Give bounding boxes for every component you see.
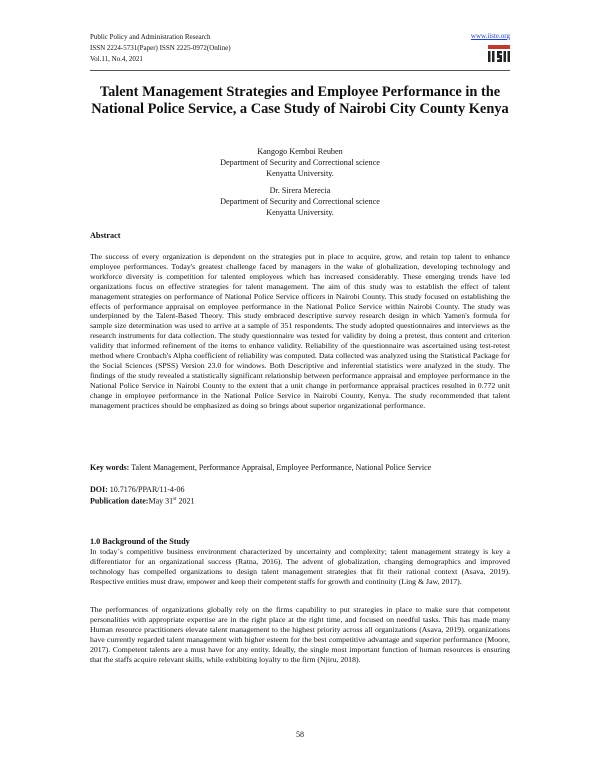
paper-title: Talent Management Strategies and Employee Performance in the National Police Service, a Case Study of Nairobi City County Kenya — [91, 84, 509, 117]
keywords — [90, 462, 510, 473]
publication-date-line — [90, 494, 194, 507]
keywords-label: Key words: — [90, 463, 130, 472]
abstract-text: The success of every organization is dependent on the strategies put in place to acquire, grow, and retain top talent to enhance employee performances. Today's greatest challenge faced by managers in the wake of globalization, developing technology and workforce diversity is competition for talented employees which has increased considerably. These emerging trends have led organizations focus on effective strategies for talent management. The aim of this study was to establish the effect of talent management strategies on performance of National Police Service officers in Nairobi County. This study focused on establishing the effects of performance appraisal on employee performance in the National Police Service within Nairobi County. The study was underpinned by the Talent-Based Theory. This study embraced descriptive survey research design in which Yamen's formula for sample size determination was used to arrive at a sample of 351 respondents. The study adopted questionnaires and interviews as the research instruments for data collection. The study questionnaire was tested for validity by doing a pretest, thus content and criterion validity that informed refinement of the items to enhance validity. Reliability of the questionnaire was ascertained using test-retest method where Cronbach's Alpha coefficient of reliability was computed. Data collected was analyzed using the Statistical Package for the Social Sciences (SPSS) Version 23.0 for windows. Both Descriptive and inferential statistics were analyzed in the study. The findings of the study revealed a statistically significant relationship between performance appraisal and employee performance in the National Police Service in Nairobi County to the extent that a unit change in performance appraisal practices resulted in 0.772 unit change in employee performance in the National Police Service in Nairobi County, Kenya. The study recommended that talent management practices should be emphasized as doing so brings about superior organizational performance. — [90, 252, 510, 410]
journal-issn: ISSN 2224-5731(Paper) ISSN 2225-0972(Online) — [90, 44, 231, 52]
journal-volume: Vol.11, No.4, 2021 — [90, 55, 143, 63]
doi-value: 10.7176/PPAR/11-4-06 — [109, 485, 185, 494]
pubdate-ordinal: st — [173, 497, 177, 502]
section-heading: 1.0 Background of the Study — [90, 537, 190, 546]
page-number: 58 — [296, 730, 304, 739]
iiste-logo-icon — [488, 45, 510, 63]
pubdate-year: 2021 — [176, 496, 195, 506]
section-paragraph-2: The performances of organizations globally rely on the firms capability to put strategies in place to make sure that competent personalities with appropriate expertise are in the right place at the right time, and focused on needful tasks. This has made many Human resource practitioners elevate talent management to the highest priority across all organizations (Asava, 2019). organizations have currently regarded talent management with higher esteem for the best competitive advantage and superior performance (Moore, 2017). Competent talents are a must have for any entity. Ideally, the single most important function of human resources is ensuring that the staffs acquire relevant skills, while exhibiting loyalty to the firm (Njiru, 2018). — [90, 605, 510, 664]
section-paragraph-1: In today`s competitive business environment characterized by uncertainty and complexity; talent management strategy is key a differentiator for an organizational success (Ratna, 2016). The advent of globalization, changing demographics and improved technology has compelled organizations to design talent management strategies that fit their rational context (Asava, 2019). Respective entities must draw, empower and keep their competent staffs for growth and continuity (Ling & Jaw, 2017). — [90, 547, 510, 586]
author-university: Kenyatta University. — [266, 169, 334, 178]
keywords-text: Talent Management, Performance Appraisal, Employee Performance, National Police Service — [131, 463, 432, 472]
journal-website-link[interactable]: www.iiste.org — [470, 32, 510, 40]
pubdate-label: Publication date: — [90, 496, 149, 506]
journal-name: Public Policy and Administration Research — [90, 33, 211, 41]
author-name: Dr. Sirera Merecia — [269, 186, 331, 195]
author-department: Department of Security and Correctional science — [220, 197, 380, 206]
journal-header — [90, 32, 231, 65]
doi-label: DOI: — [90, 485, 108, 494]
author-block-2 — [90, 185, 510, 218]
author-block-1 — [90, 146, 510, 179]
header-divider — [90, 70, 510, 71]
author-name: Kangogo Kemboi Reuben — [257, 147, 343, 156]
author-university: Kenyatta University. — [266, 208, 334, 217]
pubdate-value: May 31 — [148, 496, 174, 506]
abstract-heading: Abstract — [90, 231, 121, 240]
author-department: Department of Security and Correctional science — [220, 158, 380, 167]
